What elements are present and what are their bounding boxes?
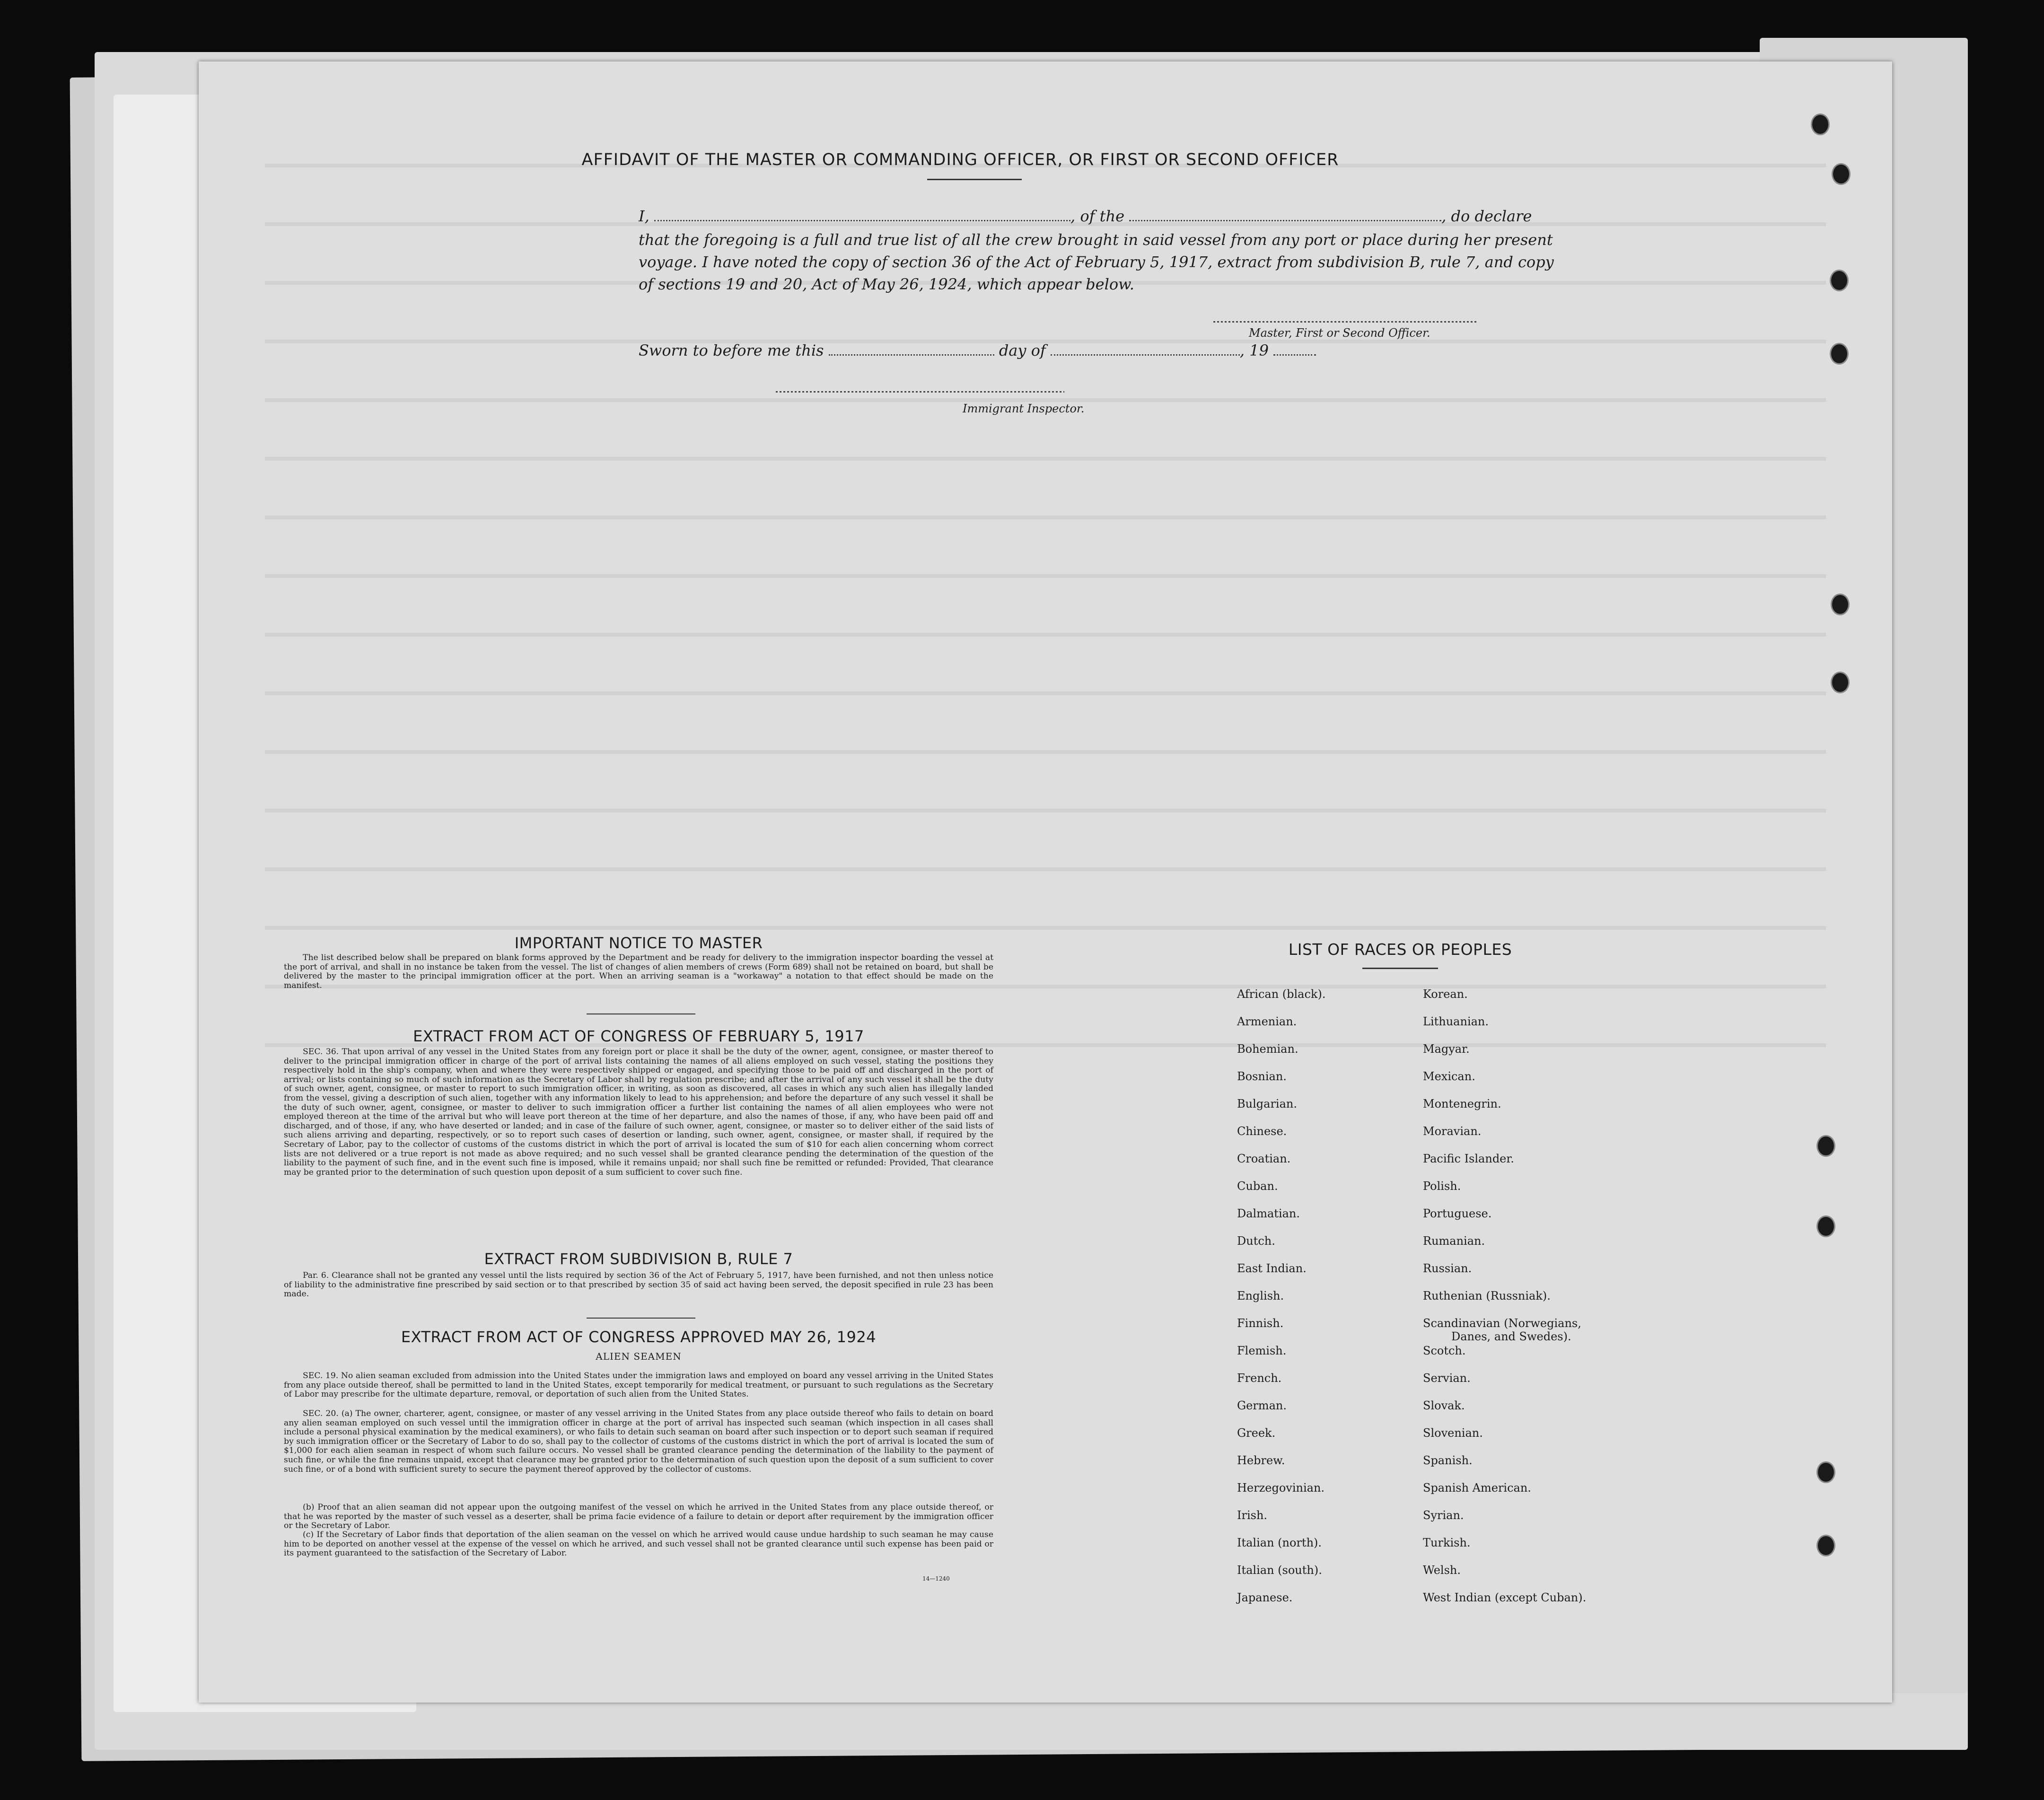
race-item: Korean. [1423, 987, 1468, 1001]
race-item: Syrian. [1423, 1509, 1464, 1522]
race-item: Ruthenian (Russniak). [1423, 1289, 1551, 1302]
race-item: Spanish. [1423, 1454, 1473, 1467]
master-signature-line[interactable] [1213, 321, 1478, 323]
form-number: 14—1240 [922, 1575, 950, 1582]
extract-rule7-title: EXTRACT FROM SUBDIVISION B, RULE 7 [484, 1250, 793, 1268]
binder-hole [1816, 1215, 1835, 1237]
race-item: Irish. [1237, 1509, 1268, 1522]
divider [927, 179, 1022, 180]
alien-seamen-heading: ALIEN SEAMEN [596, 1351, 682, 1362]
race-item: Moravian. [1423, 1125, 1482, 1138]
race-item: Scandinavian (Norwegians, [1423, 1317, 1581, 1330]
race-item: Herzegovinian. [1237, 1481, 1325, 1494]
race-item: Danes, and Swedes). [1451, 1330, 1571, 1343]
race-item: Dutch. [1237, 1234, 1275, 1248]
race-item: Bulgarian. [1237, 1097, 1297, 1110]
race-item: East Indian. [1237, 1262, 1307, 1275]
race-item: Greek. [1237, 1426, 1276, 1440]
race-item: Italian (north). [1237, 1536, 1322, 1549]
affidavit-line-4: of sections 19 and 20, Act of May 26, 1924, which appear below. [639, 275, 1134, 293]
race-item: Rumanian. [1423, 1234, 1485, 1248]
race-item: African (black). [1237, 987, 1326, 1001]
binder-hole [1831, 594, 1850, 615]
extract-rule7-text: Par. 6. Clearance shall not be granted any vessel until the lists required by section 36 of the Act of February 5, 1917, have been furnished, and not then unless notice of liability to the administrative fine prescribed by said section or to that prescribed by section 35 of said act having been served, the deposit specified in rule 23 has been made. [284, 1271, 993, 1299]
race-item: Turkish. [1423, 1536, 1471, 1549]
race-item: English. [1237, 1289, 1284, 1302]
extract-1917-title: EXTRACT FROM ACT OF CONGRESS OF FEBRUARY 5, 1917 [413, 1027, 864, 1045]
race-item: Hebrew. [1237, 1454, 1285, 1467]
extract-1924-title: EXTRACT FROM ACT OF CONGRESS APPROVED MAY 26, 1924 [401, 1328, 877, 1346]
affidavit-of-the-label: , of the [1070, 207, 1125, 225]
race-item: Lithuanian. [1423, 1015, 1489, 1028]
extract-1917-text: SEC. 36. That upon arrival of any vessel in the United States from any foreign port or place it shall be the duty of the owner, agent, consignee, or master thereof to deliver to the principal immigration officer in charge of the port of arrival lists containing the names of all aliens employed on such vessel, stating the positions they respectively hold in the ship's company, when and where they were respectively shipped or engaged, and specifying those to be paid off and discharged in the port of arrival; or lists containing so much of such information as the Secretary of Labor shall by regulation prescribe; and after the arrival of any such vessel it shall be the duty of such owner, agent, consignee, or master to report to such immigration officer, in writing, as soon as discovered, all cases in which any such alien has illegally landed from the vessel, giving a description of such alien, together with any information likely to lead to his apprehension; and before the departure of any such vessel it shall be the duty of such owner, agent, consignee, or master to deliver to such immigration officer a further list containing the names of all alien employees who were not employed thereon at the time of the arrival but who will leave port thereon at the time of her departure, and also the names of those, if any, who have been paid off and discharged, and of those, if any, who have deserted or landed; and in case of the failure of such owner, agent, consignee, or master so to deliver either of the said lists of such aliens arriving and departing, respectively, or so to report such cases of desertion or landing, such owner, agent, consignee, or master shall, if required by the Secretary of Labor, pay to the collector of customs of the customs district in which the port of arrival is located the sum of $10 for each alien concerning whom correct lists are not delivered or a true report is not made as above required; and no such vessel shall be granted clearance pending the determination of the question of the liability to the payment of such fine, and in the event such fine is imposed, while it remains unpaid; nor shall such fine be remitted or refunded: Provided, That clearance may be granted prior to the determination of such question upon deposit of a sum sufficient to cover such fine. [284, 1047, 993, 1177]
race-item: Japanese. [1237, 1591, 1293, 1604]
race-item: Dalmatian. [1237, 1207, 1300, 1220]
race-item: Croatian. [1237, 1152, 1291, 1165]
races-title: LIST OF RACES OR PEOPLES [1288, 940, 1512, 959]
binder-hole [1816, 1135, 1835, 1157]
sec20a-text: SEC. 20. (a) The owner, charterer, agent, consignee, or master of any vessel arriving in the United States from any place outside thereof who fails to detain on board any alien seaman employed on such vessel until the immigration officer in charge at the port of arrival has inspected such seaman (which inspection in all cases shall include a personal physical examination by the medical examiners), or who fails to detain such seaman on board after such inspection or to deport such seaman if required by such immigration officer or the Secretary of Labor to do so, shall pay to the collector of customs of the customs district in which the port of arrival is located the sum of $1,000 for each alien seaman in respect of whom such failure occurs. No vessel shall be granted clearance pending the determination of the liability to the payment of such fine, or while the fine remains unpaid, except that clearance may be granted prior to the determination of such question upon the deposit of a sum sufficient to cover such fine, or of a bond with sufficient surety to secure the payment thereof approved by the collector of customs. [284, 1409, 993, 1474]
sec20b-text: (b) Proof that an alien seaman did not appear upon the outgoing manifest of the vessel on which he arrived in the United States from any place outside thereof, or that he was reported by the master of such vessel as a deserter, shall be prima facie evidence of a failure to detain or deport after requirement by the immigration officer or the Secretary of Labor. [284, 1503, 993, 1531]
master-signature-label: Master, First or Second Officer. [1249, 326, 1430, 340]
race-item: Mexican. [1423, 1070, 1475, 1083]
race-item: Scotch. [1423, 1344, 1466, 1357]
inspector-signature-label: Immigrant Inspector. [963, 402, 1085, 415]
binder-hole [1830, 270, 1849, 291]
race-item: Pacific Islander. [1423, 1152, 1514, 1165]
year-label: , 19 [1239, 341, 1269, 359]
race-item: Slovenian. [1423, 1426, 1483, 1440]
binder-hole [1816, 1535, 1835, 1556]
race-item: French. [1237, 1372, 1282, 1385]
sworn-year-blank[interactable] [1273, 342, 1316, 356]
race-item: Flemish. [1237, 1344, 1287, 1357]
race-item: Russian. [1423, 1262, 1472, 1275]
affidavit-title: AFFIDAVIT OF THE MASTER OR COMMANDING OFFICER, OR FIRST OR SECOND OFFICER [581, 150, 1339, 169]
race-item: Servian. [1423, 1372, 1471, 1385]
sec20c-text: (c) If the Secretary of Labor finds that deportation of the alien seaman on the vessel on which he arrived would cause undue hardship to such seaman he may cause him to be deported on another vessel at the expense of the vessel on which he arrived, and such vessel shall not be granted clearance until such expense has been paid or its payment guaranteed to the satisfaction of the Secretary of Labor. [284, 1530, 993, 1558]
name-blank[interactable] [654, 208, 1070, 221]
affidavit-line-2: that the foregoing is a full and true list of all the crew brought in said vessel from any port or place during her present [639, 231, 1553, 249]
sworn-month-blank[interactable] [1051, 342, 1240, 356]
affidavit-i-label: I, [639, 207, 649, 225]
binder-hole [1831, 672, 1850, 693]
day-of-label: day of [999, 341, 1046, 359]
race-item: German. [1237, 1399, 1287, 1412]
divider [587, 1318, 695, 1319]
sworn-day-blank[interactable] [829, 342, 994, 356]
vessel-blank[interactable] [1129, 208, 1441, 221]
affidavit-line-1 [639, 207, 1532, 225]
race-item: Chinese. [1237, 1125, 1287, 1138]
affidavit-line-3: voyage. I have noted the copy of section 36 of the Act of February 5, 1917, extract from subdivision B, rule 7, and copy [639, 253, 1554, 271]
binder-hole [1832, 163, 1851, 185]
divider [1362, 968, 1438, 969]
notice-title: IMPORTANT NOTICE TO MASTER [514, 934, 763, 952]
race-item: Slovak. [1423, 1399, 1465, 1412]
race-item: Welsh. [1423, 1564, 1461, 1577]
race-item: Armenian. [1237, 1015, 1297, 1028]
notice-text: The list described below shall be prepared on blank forms approved by the Department and be ready for delivery to the immigration inspector boarding the vessel at the port of arrival, and shall in no instance be taken from the vessel. The list of changes of alien members of crews (Form 689) shall not be retained on board, but shall be delivered by the master to the principal immigration officer at the port. When an arriving seaman is a "workaway" a notation to that effect should be made on the manifest. [284, 953, 993, 990]
binder-hole [1816, 1461, 1835, 1483]
race-item: Magyar. [1423, 1042, 1470, 1056]
sworn-line [639, 341, 1316, 359]
race-item: Portuguese. [1423, 1207, 1492, 1220]
race-item: Spanish American. [1423, 1481, 1531, 1494]
race-item: Italian (south). [1237, 1564, 1322, 1577]
race-item: Polish. [1423, 1180, 1461, 1193]
binder-hole [1830, 343, 1849, 365]
race-item: West Indian (except Cuban). [1423, 1591, 1587, 1604]
race-item: Montenegrin. [1423, 1097, 1501, 1110]
affidavit-declare-label: , do declare [1441, 207, 1532, 225]
sec19-text: SEC. 19. No alien seaman excluded from admission into the United States under the immigration laws and employed on board any vessel arriving in the United States from any place outside thereof, shall be permitted to land in the United States, except temporarily for medical treatment, or pursuant to such regulations as the Secretary of Labor may prescribe for the ultimate departure, removal, or deportation of such alien from the United States. [284, 1371, 993, 1399]
inspector-signature-line[interactable] [776, 391, 1064, 393]
race-item: Finnish. [1237, 1317, 1284, 1330]
race-item: Bohemian. [1237, 1042, 1298, 1056]
race-item: Bosnian. [1237, 1070, 1287, 1083]
race-item: Cuban. [1237, 1180, 1278, 1193]
sworn-label: Sworn to before me this [639, 341, 824, 359]
binder-hole [1811, 114, 1830, 135]
